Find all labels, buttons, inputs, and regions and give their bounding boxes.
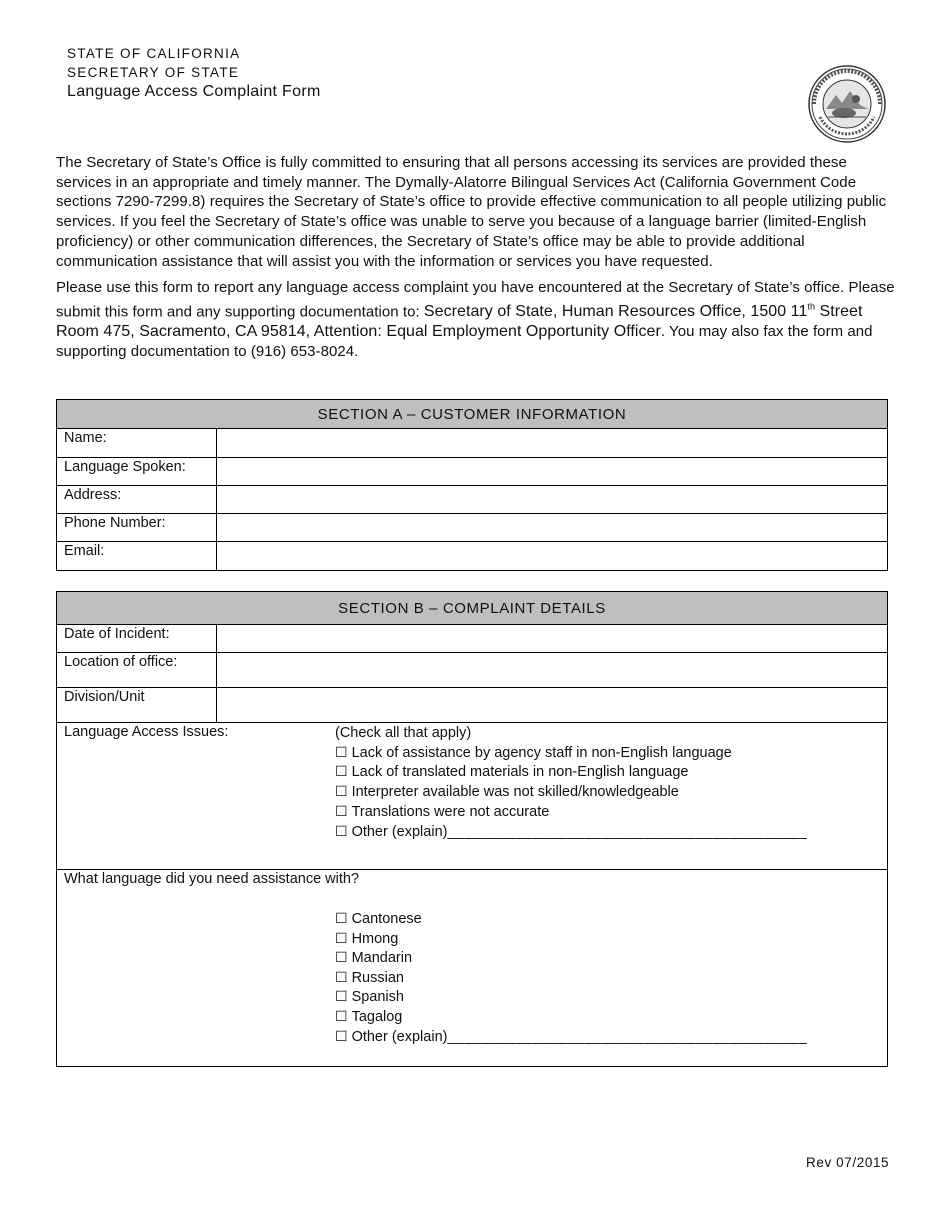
address-label: Address: xyxy=(57,486,217,514)
agency-name: STATE OF CALIFORNIA xyxy=(67,46,241,61)
checkbox-icon[interactable]: ☐ xyxy=(335,764,348,781)
phone-number-label: Phone Number: xyxy=(57,514,217,542)
section-b-heading: SECTION B – COMPLAINT DETAILS xyxy=(57,592,888,625)
checkbox-icon[interactable]: ☐ xyxy=(335,989,348,1006)
division-unit-field[interactable] xyxy=(217,688,888,723)
section-a-table xyxy=(56,399,888,571)
issue-option[interactable]: ☐ Interpreter available was not skilled/knowledgeable xyxy=(335,784,679,801)
issue-option[interactable]: ☐ Translations were not accurate xyxy=(335,803,550,820)
location-of-office-field[interactable] xyxy=(217,653,888,688)
date-of-incident-field[interactable] xyxy=(217,625,888,653)
issue-option-other[interactable]: ☐ Other (explain)__________________________________________ xyxy=(335,823,808,840)
checkbox-icon[interactable]: ☐ xyxy=(335,784,348,801)
other-explain-line[interactable]: __________________________________________ xyxy=(447,823,808,840)
language-spoken-label: Language Spoken: xyxy=(57,458,217,486)
language-option[interactable]: ☐ Russian xyxy=(335,969,404,986)
language-needed-cell xyxy=(57,870,888,1067)
checkbox-icon[interactable]: ☐ xyxy=(335,1008,348,1025)
language-option[interactable]: ☐ Cantonese xyxy=(335,911,422,927)
section-b-table xyxy=(56,591,888,1067)
issue-option[interactable]: ☐ Lack of translated materials in non-English language xyxy=(335,764,689,781)
language-option[interactable]: ☐ Mandarin xyxy=(335,950,413,967)
intro-text xyxy=(56,153,896,368)
email-label: Email: xyxy=(57,542,217,571)
language-access-issues-label: Language Access Issues: xyxy=(64,724,229,740)
location-of-office-label: Location of office: xyxy=(57,653,217,688)
name-label: Name: xyxy=(57,429,217,458)
revision-date: Rev 07/2015 xyxy=(806,1155,890,1170)
checkbox-icon[interactable]: ☐ xyxy=(335,1028,348,1045)
language-option[interactable]: ☐ Hmong xyxy=(335,930,399,947)
other-language-line[interactable]: __________________________________________ xyxy=(447,1028,808,1045)
language-checklist xyxy=(335,910,807,1047)
intro-paragraph-1: The Secretary of State’s Office is fully committed to ensuring that all persons accessing its services are provided these services in an appropriate and timely manner. The Dymally-Alatorre Bilingual Services Act (California Government Code sections 7290-7299.8) requires the Secretary of State’s office to provide effective communication to all people utilizing public services. If you feel the Secretary of State’s office was unable to serve you because of a language barrier (limited-English proficiency) or other communication differences, the Secretary of State’s office may be able to provide additional communication assistance that will assist you with the information or services you have requested. xyxy=(56,154,887,270)
checkbox-icon[interactable]: ☐ xyxy=(335,950,348,967)
name-field[interactable] xyxy=(217,429,888,458)
division-unit-label: Division/Unit xyxy=(57,688,217,723)
checkbox-icon[interactable]: ☐ xyxy=(335,911,348,927)
state-seal-icon xyxy=(808,65,886,143)
address-field[interactable] xyxy=(217,486,888,514)
intro-paragraph-2: Please use this form to report any language access complaint you have encountered at the Secretary of State’s office. Please submit this form and any supporting documentation to: Secretary of State, Human Resources Office, 1500 11th Street Room 475, Sacramento, CA 95814, Attention: Equal Employment Opportunity Officer. You may also fax the form and supporting documentation to (916) 653-8024. xyxy=(56,279,895,360)
issue-option[interactable]: ☐ Lack of assistance by agency staff in non-English language xyxy=(335,744,732,761)
issues-instruction: (Check all that apply) xyxy=(335,725,472,741)
language-access-issues-cell xyxy=(57,723,888,870)
language-spoken-field[interactable] xyxy=(217,458,888,486)
language-needed-question: What language did you need assistance with? xyxy=(64,871,360,887)
checkbox-icon[interactable]: ☐ xyxy=(335,969,348,986)
form-header xyxy=(67,44,321,101)
email-field[interactable] xyxy=(217,542,888,571)
section-a-heading: SECTION A – CUSTOMER INFORMATION xyxy=(57,400,888,429)
language-option[interactable]: ☐ Spanish xyxy=(335,989,404,1006)
issues-checklist xyxy=(335,724,807,842)
phone-number-field[interactable] xyxy=(217,514,888,542)
checkbox-icon[interactable]: ☐ xyxy=(335,744,348,761)
mailing-address: Secretary of State, Human Resources Office, 1500 11th Street Room 475, Sacramento, CA 95814, Attention: Equal Employment Opportunity Officer xyxy=(56,301,863,340)
checkbox-icon[interactable]: ☐ xyxy=(335,803,348,820)
form-title: Language Access Complaint Form xyxy=(67,83,321,100)
language-option-other[interactable]: ☐ Other (explain)__________________________________________ xyxy=(335,1028,808,1045)
checkbox-icon[interactable]: ☐ xyxy=(335,930,348,947)
language-option[interactable]: ☐ Tagalog xyxy=(335,1008,403,1025)
checkbox-icon[interactable]: ☐ xyxy=(335,823,348,840)
office-name: SECRETARY OF STATE xyxy=(67,65,240,80)
date-of-incident-label: Date of Incident: xyxy=(57,625,217,653)
